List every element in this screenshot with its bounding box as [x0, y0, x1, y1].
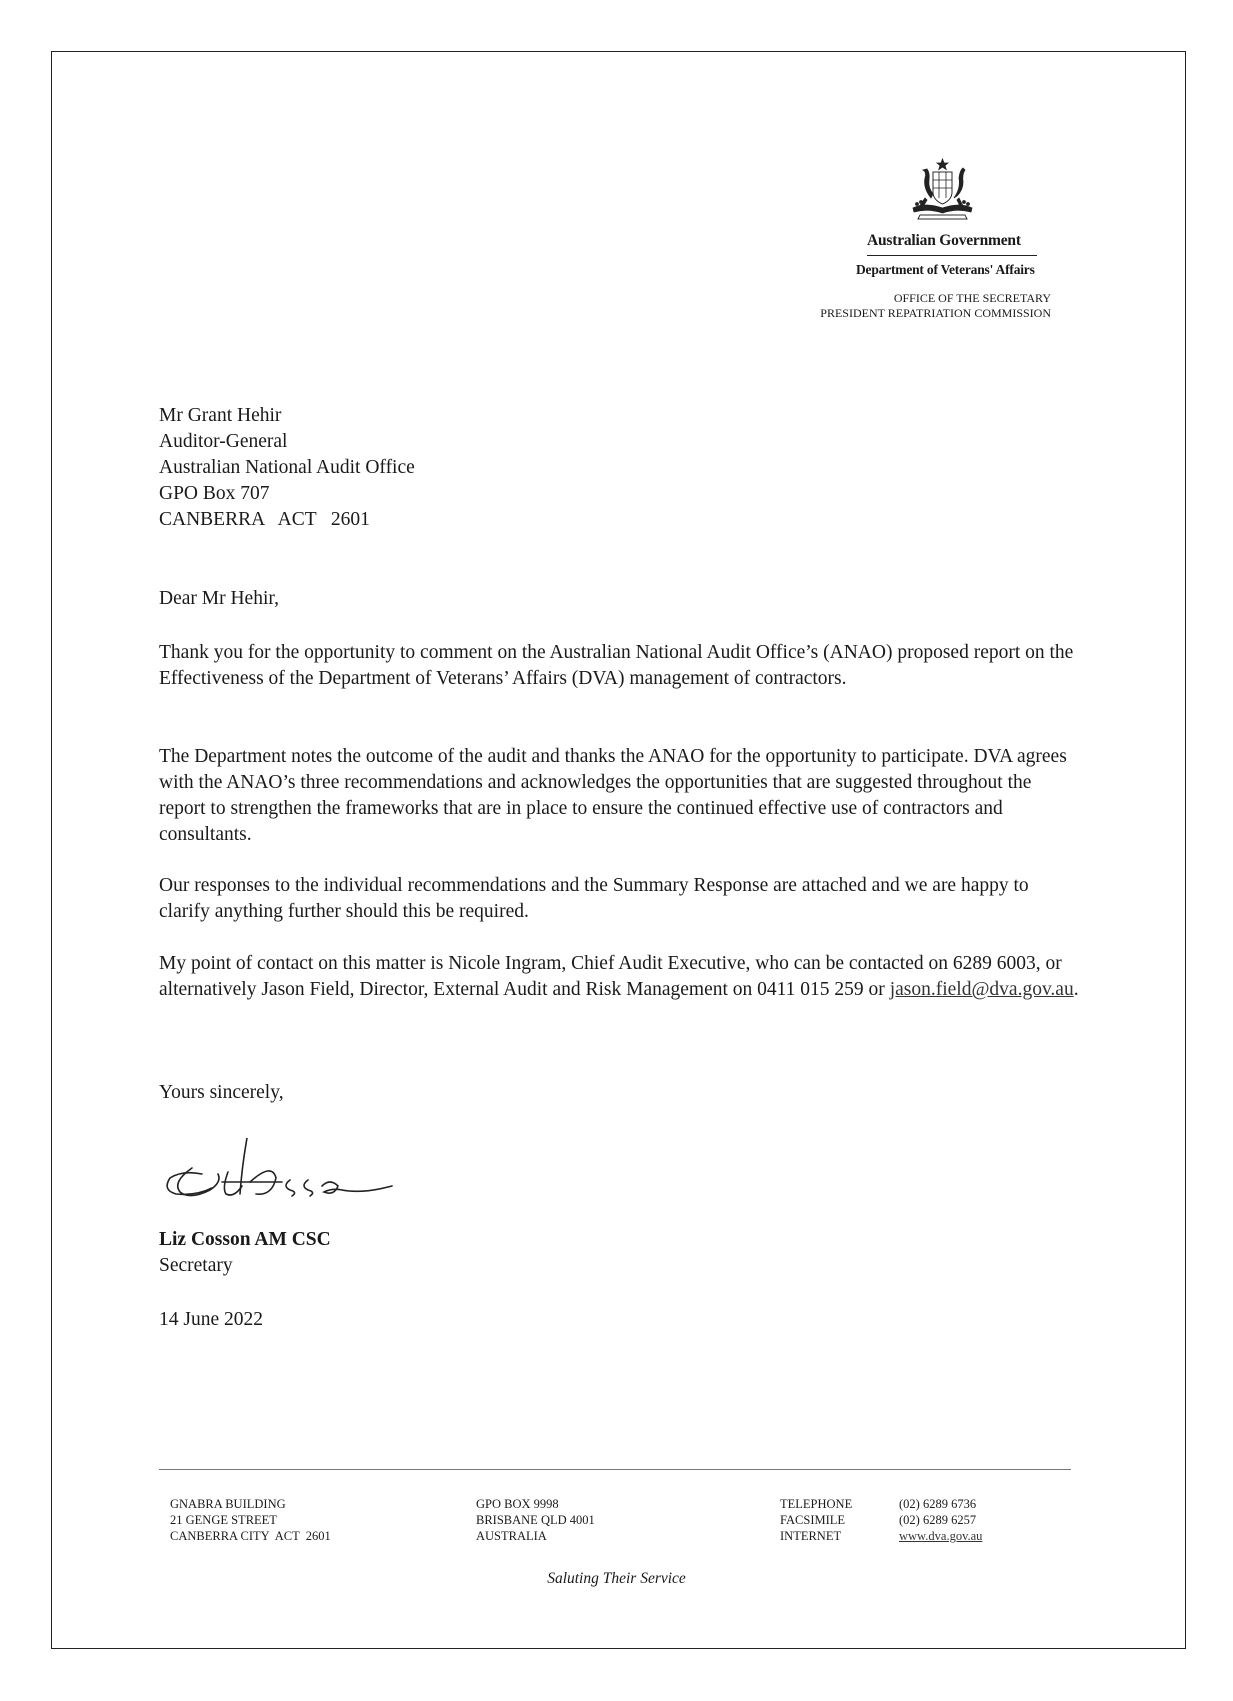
- footer-internet-label: INTERNET: [780, 1529, 842, 1543]
- footer-po-city: BRISBANE QLD 4001: [476, 1513, 595, 1527]
- paragraph-4-lead: My point of contact on this matter is Nicole Ingram, Chief Audit Executive, who can be contacted on 6289 6003, or alternatively Jason Field, Director, External Audit and Risk Management on 0411 015 259 or: [159, 953, 1062, 1000]
- handwritten-signature-icon: [162, 1138, 412, 1213]
- office-lines: [740, 291, 1051, 321]
- footer-tagline: Saluting Their Service: [547, 1570, 686, 1587]
- footer-telephone-label: TELEPHONE: [780, 1497, 853, 1511]
- signatory-name: Liz Cosson AM CSC: [159, 1229, 331, 1250]
- paragraph-2: The Department notes the outcome of the audit and thanks the ANAO for the opportunity to participate. DVA agrees with the ANAO’s three recommendations and acknowledges the opportunities that are suggested throughout the report to strengthen the frameworks that are in place to ensure the continued effective use of contractors and consultants.: [159, 746, 1067, 845]
- signatory-title: Secretary: [159, 1255, 233, 1276]
- paragraph-4: [159, 951, 1079, 1003]
- salutation: Dear Mr Hehir,: [159, 588, 279, 609]
- footer-contact-labels: [780, 1496, 852, 1544]
- recipient-po-box: GPO Box 707: [159, 483, 270, 504]
- government-name: Australian Government: [867, 232, 1037, 256]
- footer-po-box: GPO BOX 9998: [476, 1497, 559, 1511]
- footer-street-address: [170, 1496, 331, 1544]
- footer-postal-address: [476, 1496, 595, 1544]
- footer-facsimile: (02) 6289 6257: [899, 1513, 977, 1527]
- office-line-1: OFFICE OF THE SECRETARY: [893, 291, 1051, 305]
- footer-website-link[interactable]: www.dva.gov.au: [899, 1529, 983, 1543]
- paragraph-3: Our responses to the individual recommendations and the Summary Response are attached and we are happy to clarify anything further should this be required.: [159, 875, 1029, 922]
- contact-email-link[interactable]: jason.field@dva.gov.au: [889, 979, 1074, 1000]
- recipient-city: CANBERRA ACT 2601: [159, 509, 370, 530]
- closing: Yours sincerely,: [159, 1082, 284, 1103]
- recipient-address: [159, 403, 1079, 533]
- letter-date: 14 June 2022: [159, 1309, 263, 1330]
- footer-country: AUSTRALIA: [476, 1529, 547, 1543]
- recipient-organisation: Australian National Audit Office: [159, 457, 415, 478]
- department-name: Department of Veterans' Affairs: [856, 262, 1035, 277]
- footer-contact-values: [899, 1496, 982, 1544]
- footer-street: 21 GENGE STREET: [170, 1513, 277, 1527]
- recipient-name: Mr Grant Hehir: [159, 405, 282, 426]
- footer-facsimile-label: FACSIMILE: [780, 1513, 846, 1527]
- recipient-title: Auditor-General: [159, 431, 288, 452]
- coat-of-arms-icon: [905, 158, 980, 220]
- footer-city: CANBERRA CITY ACT 2601: [170, 1529, 331, 1543]
- paragraph-4-end: .: [1073, 979, 1079, 1000]
- footer-building: GNABRA BUILDING: [170, 1497, 286, 1511]
- footer-divider: [159, 1469, 1071, 1470]
- office-line-2: PRESIDENT REPATRIATION COMMISSION: [820, 306, 1051, 320]
- footer-telephone: (02) 6289 6736: [899, 1497, 977, 1511]
- paragraph-1: Thank you for the opportunity to comment on the Australian National Audit Office’s (ANAO) proposed report on the Effectiveness of the Department of Veterans’ Affairs (DVA) management of contractors.: [159, 642, 1074, 689]
